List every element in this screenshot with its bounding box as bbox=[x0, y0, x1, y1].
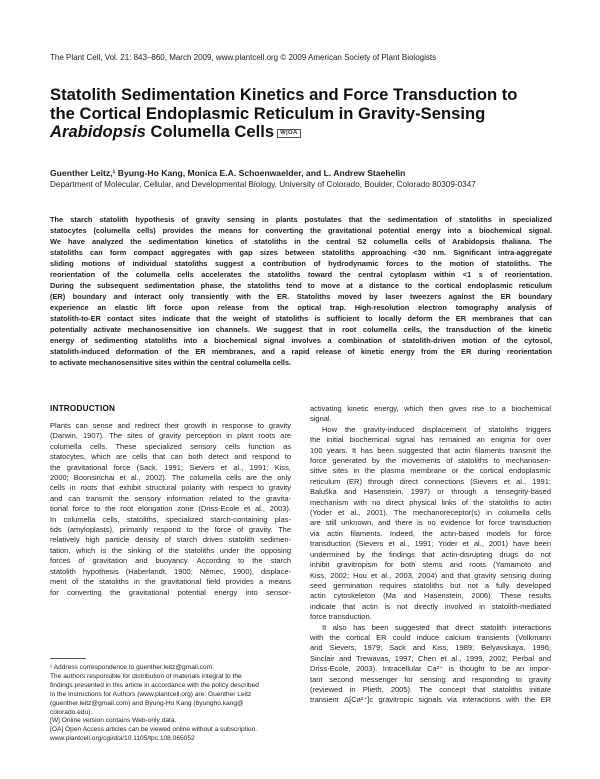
abstract-line: energy of sedimenting statoliths into a biochemical signal involves a combination of statolith-driven motion of the cytosol, bbox=[50, 336, 552, 345]
body-text-line: undermined by the findings that actin-disrupting drugs do not bbox=[310, 549, 551, 559]
footnote-line: in the Instructions for Authors (www.plantcell.org) are: Guenther Leitz bbox=[50, 690, 252, 698]
abstract-line: We have analyzed the sedimentation kinetics of statoliths in the central S2 columella cells of Arabidopsis thaliana. The bbox=[50, 237, 552, 246]
body-text-line: and can transmit the sensory information related to the gravita- bbox=[50, 493, 291, 503]
author-list: Guenther Leitz,¹ Byung-Ho Kang, Monica E.A. Schoenwaelder, and L. Andrew Staehelin bbox=[50, 168, 406, 178]
body-text-line: are still unknown, and there is no evidence for force transduction bbox=[310, 518, 551, 528]
body-text-line: transient Δ[Ca²⁺]c gravitropic signals via interactions with the ER bbox=[310, 695, 551, 705]
body-text-line: inhibit gravitropism for both stems and roots (Yamamoto and bbox=[310, 560, 551, 570]
journal-citation-line: The Plant Cell, Vol. 21: 843–860, March 2009, www.plantcell.org © 2009 American Society of Plant Biologists bbox=[50, 53, 437, 62]
body-text-line: mechanism with no direct physical links of the statoliths to actin bbox=[310, 497, 551, 507]
abstract-line: statolith-to-ER contact sites indicate that the weight of statoliths is sufficient to locally deform the ER membranes that can bbox=[50, 314, 552, 323]
body-text-line: force transduction. bbox=[310, 612, 372, 622]
body-text-line: 2000; Boonsirichai et al., 2002). The columella cells are the only bbox=[50, 473, 291, 483]
body-text-line: and Sievers, 1979; Sack and Kiss, 1989; Belyavskaya, 1996; bbox=[310, 643, 551, 653]
body-text-line: for converting the gravitational potential energy into sensor- bbox=[50, 587, 291, 597]
body-text-line: (Darwin, 1907). The sites of gravity perception in plant roots are bbox=[50, 431, 291, 441]
body-text-line: sitive sites in the plasma membrane or the cortical endoplasmic bbox=[310, 466, 551, 476]
intro-right-column bbox=[310, 404, 551, 706]
intro-left-column bbox=[50, 421, 291, 598]
body-text-line: indicate that actin is not directly involved in statolith-mediated bbox=[310, 601, 551, 611]
body-text-line: tional force to the root elongation zone (Driss-Ecole et al., 2003). bbox=[50, 504, 291, 514]
abstract-line: statoliths can form compact aggregates with gap sizes between statoliths approaching <30 nm. Significant intra-aggregate bbox=[50, 248, 552, 257]
abstract-line: sliding motions of individual statoliths suggest a contribution of hydrodynamic forces to the motion of statoliths. The bbox=[50, 259, 552, 268]
body-text-line: (reviewed in Plieth, 2005). The concept that statoliths initiate bbox=[310, 684, 551, 694]
abstract-line: statocytes (columella cells) provides the means for converting the gravitational potential energy into a biochemical signal. bbox=[50, 226, 552, 235]
body-text-line: actin cytoskeleton (Ma and Hasenstein, 2006). These results bbox=[310, 591, 551, 601]
body-text-line: transduction (Sievers et al., 1991; Yoder et al., 2001) have been bbox=[310, 539, 551, 549]
footnote-line: [OA] Open Access articles can be viewed online without a subscription. bbox=[50, 726, 258, 734]
section-heading-introduction: INTRODUCTION bbox=[50, 404, 116, 413]
body-text-line: with the cortical ER could induce calcium transients (Volkmann bbox=[310, 632, 551, 642]
body-text-line: ment of the statoliths in the gravitational field provides a means bbox=[50, 577, 291, 587]
body-text-line: Baluška and Hasenstein, 1997) or through a tensegrity-based bbox=[310, 487, 551, 497]
footnote-line: ¹ Address correspondence to guenther.leitz@gmail.com. bbox=[50, 664, 214, 671]
body-text-line: columella cells. These specialized sensory cells function as bbox=[50, 441, 291, 451]
footnote-line: findings presented in this article in accordance with the policy described bbox=[50, 681, 259, 689]
title-line-3 bbox=[50, 123, 550, 142]
article-title bbox=[50, 86, 550, 142]
web-open-access-badge: W|OA bbox=[277, 129, 301, 138]
footnote-line: The authors responsible for distribution of materials integral to the bbox=[50, 672, 242, 680]
body-text-line: statolith hypothesis (Haberlandt, 1900; Němec, 1900), displace- bbox=[50, 566, 291, 576]
abstract-line: to activate mechanosensitive sites within the central columella cells. bbox=[50, 358, 292, 367]
body-text-line: It also has been suggested that direct statolith interactions bbox=[322, 622, 551, 632]
body-text-line: Kiss, 2002; Hou et al., 2003, 2004) and that gravity sensing during bbox=[310, 570, 551, 580]
body-text-line: reticulum (ER) through direct connections (Sievers et al., 1991; bbox=[310, 476, 551, 486]
author-affiliation: Department of Molecular, Cellular, and Developmental Biology, University of Colorado, Boulder, Colorado 80309-0347 bbox=[50, 180, 476, 189]
body-text-line: 100 years. It has been suggested that actin filaments transmit the bbox=[310, 445, 551, 455]
footnote-divider bbox=[50, 658, 86, 659]
body-text-line: forces of gravitation and buoyancy. According to the starch bbox=[50, 556, 291, 566]
abstract-line: During the subsequent sedimentation phase, the statoliths tend to move at a distance to the cortical endoplasmic reticulum bbox=[50, 281, 552, 290]
body-text-line: tation, which is the sinking of the statoliths under the opposing bbox=[50, 545, 291, 555]
abstract-line: statolith-induced deformation of the ER membranes, and a rapid release of kinetic energy from the ER during reorientation bbox=[50, 347, 552, 356]
abstract-line: The starch statolith hypothesis of gravity sensing in plants postulates that the sedimentation of statoliths in specialized bbox=[50, 215, 552, 224]
body-text-line: relatively high particle density of starch drives statolith sedimen- bbox=[50, 535, 291, 545]
title-italic-species: Arabidopsis bbox=[50, 122, 146, 141]
body-text-line: via actin filaments. Indeed, the actin-based models for force bbox=[310, 528, 551, 538]
body-text-line: Sinclair and Trewavas, 1997; Chen et al., 1999, 2002; Perbal and bbox=[310, 653, 551, 663]
abstract bbox=[50, 214, 552, 368]
title-line-3-rest: Columella Cells bbox=[145, 122, 275, 141]
abstract-line: reorientation of the columella cells accelerates the statoliths toward the central cytoplasm within <1 s of reorientation. bbox=[50, 270, 552, 279]
body-text-line: the initial biochemical signal has remained an enigma for over bbox=[310, 435, 551, 445]
body-text-line: the gravitational force (Sack, 1991; Sievers et al., 1991; Kiss, bbox=[50, 462, 291, 472]
body-text-line: signal. bbox=[310, 414, 332, 424]
footnote-line: www.plantcell.org/cgi/doi/10.1105/tpc.108.065052 bbox=[50, 735, 195, 743]
footnote-line: colorado.edu). bbox=[50, 708, 93, 716]
title-line-1: Statolith Sedimentation Kinetics and Force Transduction to bbox=[50, 85, 518, 104]
body-text-line: tant second messenger for sensing and responding to gravity bbox=[310, 674, 551, 684]
body-text-line: How the gravity-induced displacement of statoliths triggers bbox=[322, 424, 551, 434]
body-text-line: statocytes, which are cells that can both detect and respond to bbox=[50, 452, 291, 462]
body-text-line: tids (amyloplasts), primarily respond to the force of gravity. The bbox=[50, 525, 291, 535]
body-text-line: Plants can sense and redirect their growth in response to gravity bbox=[50, 421, 291, 430]
footnotes bbox=[50, 664, 291, 744]
footnote-line: [W] Online version contains Web-only data. bbox=[50, 717, 177, 725]
title-line-2: the Cortical Endoplasmic Reticulum in Gravity-Sensing bbox=[50, 103, 486, 123]
body-text-line: Driss-Ecole, 2003). Intracellular Ca²⁺ is thought to be an impor- bbox=[310, 664, 551, 674]
abstract-line: potentially activate mechanosensitive ion channels. We suggest that in root columella cells, the transduction of the kinetic bbox=[50, 325, 552, 334]
body-text-line: (Yoder et al., 2001). The mechanoreceptor(s) in columella cells bbox=[310, 508, 551, 518]
body-text-line: cells in roots that exhibit structural polarity with respect to gravity bbox=[50, 483, 291, 493]
abstract-line: experience an elastic lift force upon release from the optical trap. High-resolution electron tomography analysis of bbox=[50, 303, 552, 312]
body-text-line: activating kinetic energy, which then gives rise to a biochemical bbox=[310, 404, 551, 413]
body-text-line: seed germination requires statoliths but not a fully developed bbox=[310, 580, 551, 590]
body-text-line: In columella cells, statoliths, specialized starch-containing plas- bbox=[50, 514, 291, 524]
body-text-line: force generated by the movements of statoliths to mechanosen- bbox=[310, 456, 551, 466]
footnote-line: (guenther.leitz@gmail.com) and Byung-Ho Kang (byungho.kang@ bbox=[50, 699, 244, 707]
abstract-line: (ER) boundary and interact only transiently with the ER. Statoliths moved by laser tweezers against the ER boundary bbox=[50, 292, 552, 301]
